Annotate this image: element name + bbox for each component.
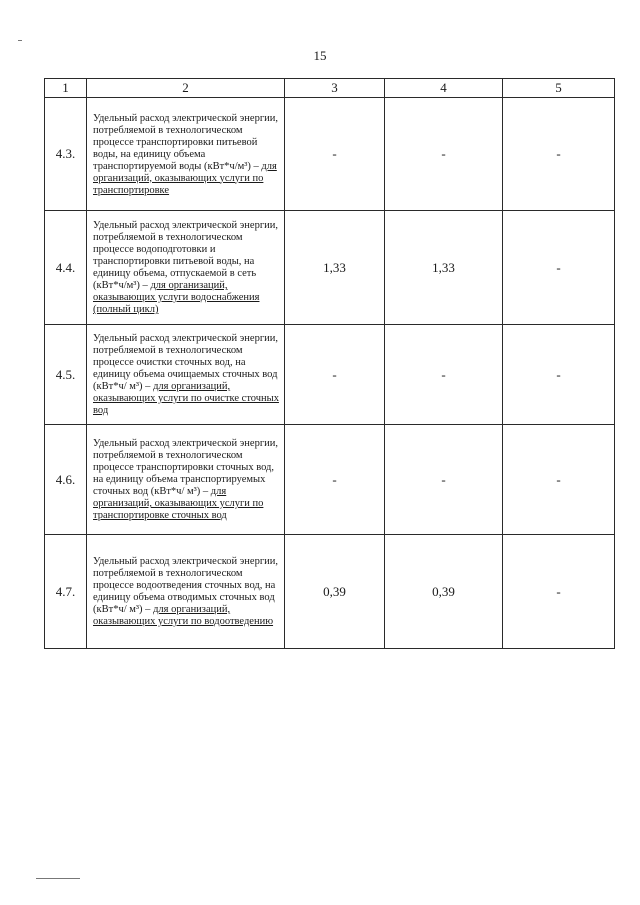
- margin-mark: [18, 40, 22, 41]
- header-col-2: 2: [87, 79, 285, 98]
- row-description: [87, 98, 285, 211]
- description-scope: для организаций, оказывающих услуги по очистке сточных вод: [93, 381, 279, 416]
- row-number: 4.7.: [45, 535, 87, 649]
- header-col-1: 1: [45, 79, 87, 98]
- table-row: [45, 325, 615, 425]
- value-col-5: -: [503, 325, 615, 425]
- value-col-5: -: [503, 211, 615, 325]
- value-col-5: -: [503, 535, 615, 649]
- description-scope: для организаций, оказывающих услуги водоснабжения (полный цикл): [93, 280, 260, 315]
- footer-rule: [36, 878, 80, 879]
- header-col-5: 5: [503, 79, 615, 98]
- value-col-3: 0,39: [285, 535, 385, 649]
- row-number: 4.6.: [45, 425, 87, 535]
- value-col-5: -: [503, 425, 615, 535]
- row-number: 4.3.: [45, 98, 87, 211]
- value-col-4: -: [385, 98, 503, 211]
- description-text: Удельный расход электрической энергии, потребляемой в технологическом процессе транспортировки сточных вод, на единицу объема транспортируемых сточных вод (кВт*ч/ м³) –: [93, 438, 279, 497]
- description-text: Удельный расход электрической энергии, потребляемой в технологическом процессе водоподготовки и транспортировки питьевой воды, на единицу объема, отпускаемой в сеть (кВт*ч/м³) –: [93, 220, 279, 291]
- table-header-row: [45, 79, 615, 98]
- table-row: [45, 98, 615, 211]
- value-col-3: 1,33: [285, 211, 385, 325]
- row-description: [87, 211, 285, 325]
- description-scope: для организаций, оказывающих услуги по транспортировке сточных вод: [93, 486, 264, 521]
- page-number: 15: [313, 48, 327, 63]
- header-col-4: 4: [385, 79, 503, 98]
- value-col-3: -: [285, 325, 385, 425]
- value-col-4: -: [385, 425, 503, 535]
- value-col-3: -: [285, 98, 385, 211]
- row-description: [87, 325, 285, 425]
- row-number: 4.5.: [45, 325, 87, 425]
- row-description: [87, 535, 285, 649]
- table-row: [45, 425, 615, 535]
- value-col-4: 1,33: [385, 211, 503, 325]
- value-col-4: 0,39: [385, 535, 503, 649]
- header-col-3: 3: [285, 79, 385, 98]
- value-col-5: -: [503, 98, 615, 211]
- description-text: Удельный расход электрической энергии, потребляемой в технологическом процессе очистки сточных вод, на единицу объема очищаемых сточных вод (кВт*ч/ м³) –: [93, 333, 279, 392]
- description-text: Удельный расход электрической энергии, потребляемой в технологическом процессе транспортировки питьевой воды, на единицу объема транспортируемой воды (кВт*ч/м³) –: [93, 112, 279, 172]
- table-row: [45, 211, 615, 325]
- description-text: Удельный расход электрической энергии, потребляемой в технологическом процессе водоотведения сточных вод, на единицу объема отводимых сточных вод (кВт*ч/ м³) –: [93, 556, 279, 615]
- row-description: [87, 425, 285, 535]
- description-scope: для организаций, оказывающих услуги по транспортировке: [93, 160, 277, 196]
- value-col-4: -: [385, 325, 503, 425]
- description-scope: для организаций, оказывающих услуги по водоотведению: [93, 604, 274, 627]
- table-row: [45, 535, 615, 649]
- value-col-3: -: [285, 425, 385, 535]
- indicators-table: [44, 78, 615, 649]
- row-number: 4.4.: [45, 211, 87, 325]
